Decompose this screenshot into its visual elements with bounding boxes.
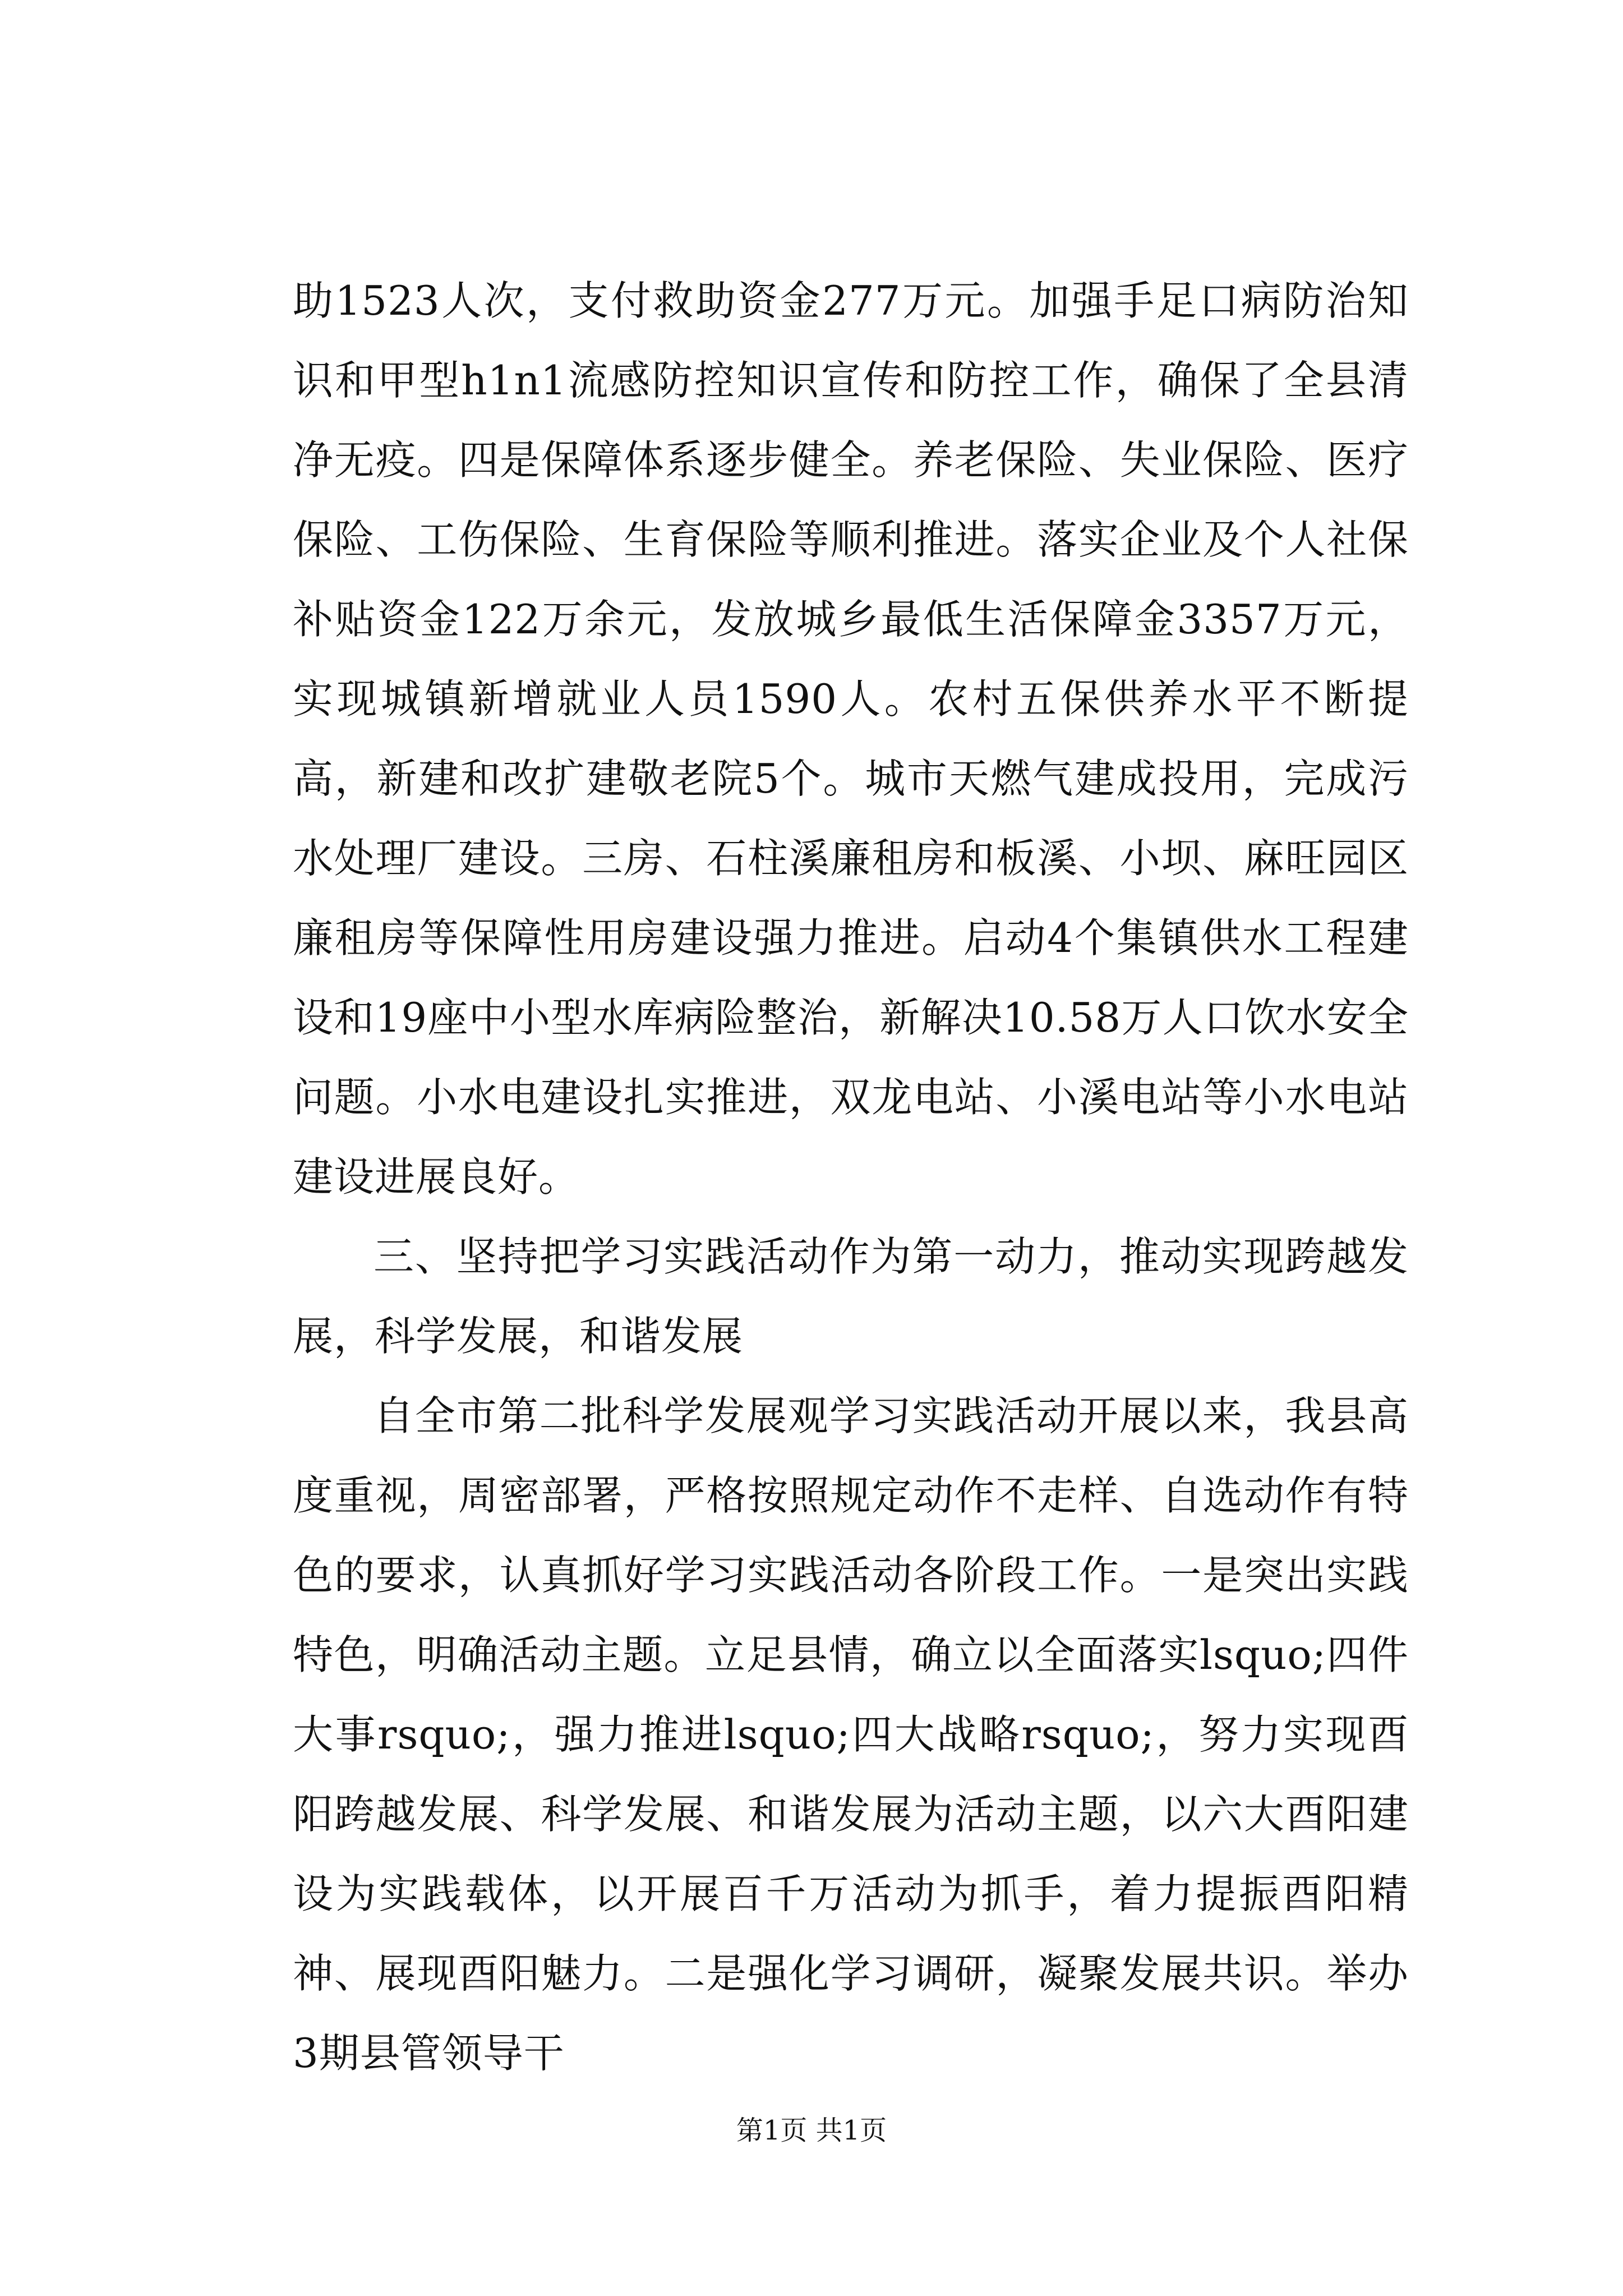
document-body bbox=[293, 261, 1409, 2093]
paragraph-continuation: 助1523人次，支付救助资金277万元。加强手足口病防治知识和甲型h1n1流感防控知识宣传和防控工作，确保了全县清净无疫。四是保障体系逐步健全。养老保险、失业保险、医疗保险、工伤保险、生育保险等顺利推进。落实企业及个人社保补贴资金122万余元，发放城乡最低生活保障金3357万元，实现城镇新增就业人员1590人。农村五保供养水平不断提高，新建和改扩建敬老院5个。城市天燃气建成投用，完成污水处理厂建设。三房、石柱溪廉租房和板溪、小坝、麻旺园区廉租房等保障性用房建设强力推进。启动4个集镇供水工程建设和19座中小型水库病险整治，新解决10.58万人口饮水安全问题。小水电建设扎实推进，双龙电站、小溪电站等小水电站建设进展良好。 bbox=[293, 277, 1409, 1200]
section-heading: 三、坚持把学习实践活动作为第一动力，推动实现跨越发展，科学发展，和谐发展 bbox=[293, 1233, 1409, 1360]
paragraph-body: 自全市第二批科学发展观学习实践活动开展以来，我县高度重视，周密部署，严格按照规定动作不走样、自选动作有特色的要求，认真抓好学习实践活动各阶段工作。一是突出实践特色，明确活动主题。立足县情，确立以全面落实lsquo;四件大事rsquo;，强力推进lsquo;四大战略rsquo;，努力实现酉阳跨越发展、科学发展、和谐发展为活动主题，以六大酉阳建设为实践载体，以开展百千万活动为抓手，着力提振酉阳精神、展现酉阳魅力。二是强化学习调研，凝聚发展共识。举办3期县管领导干 bbox=[293, 1392, 1409, 2077]
page-footer: 第1页 共1页 bbox=[736, 2115, 887, 2146]
